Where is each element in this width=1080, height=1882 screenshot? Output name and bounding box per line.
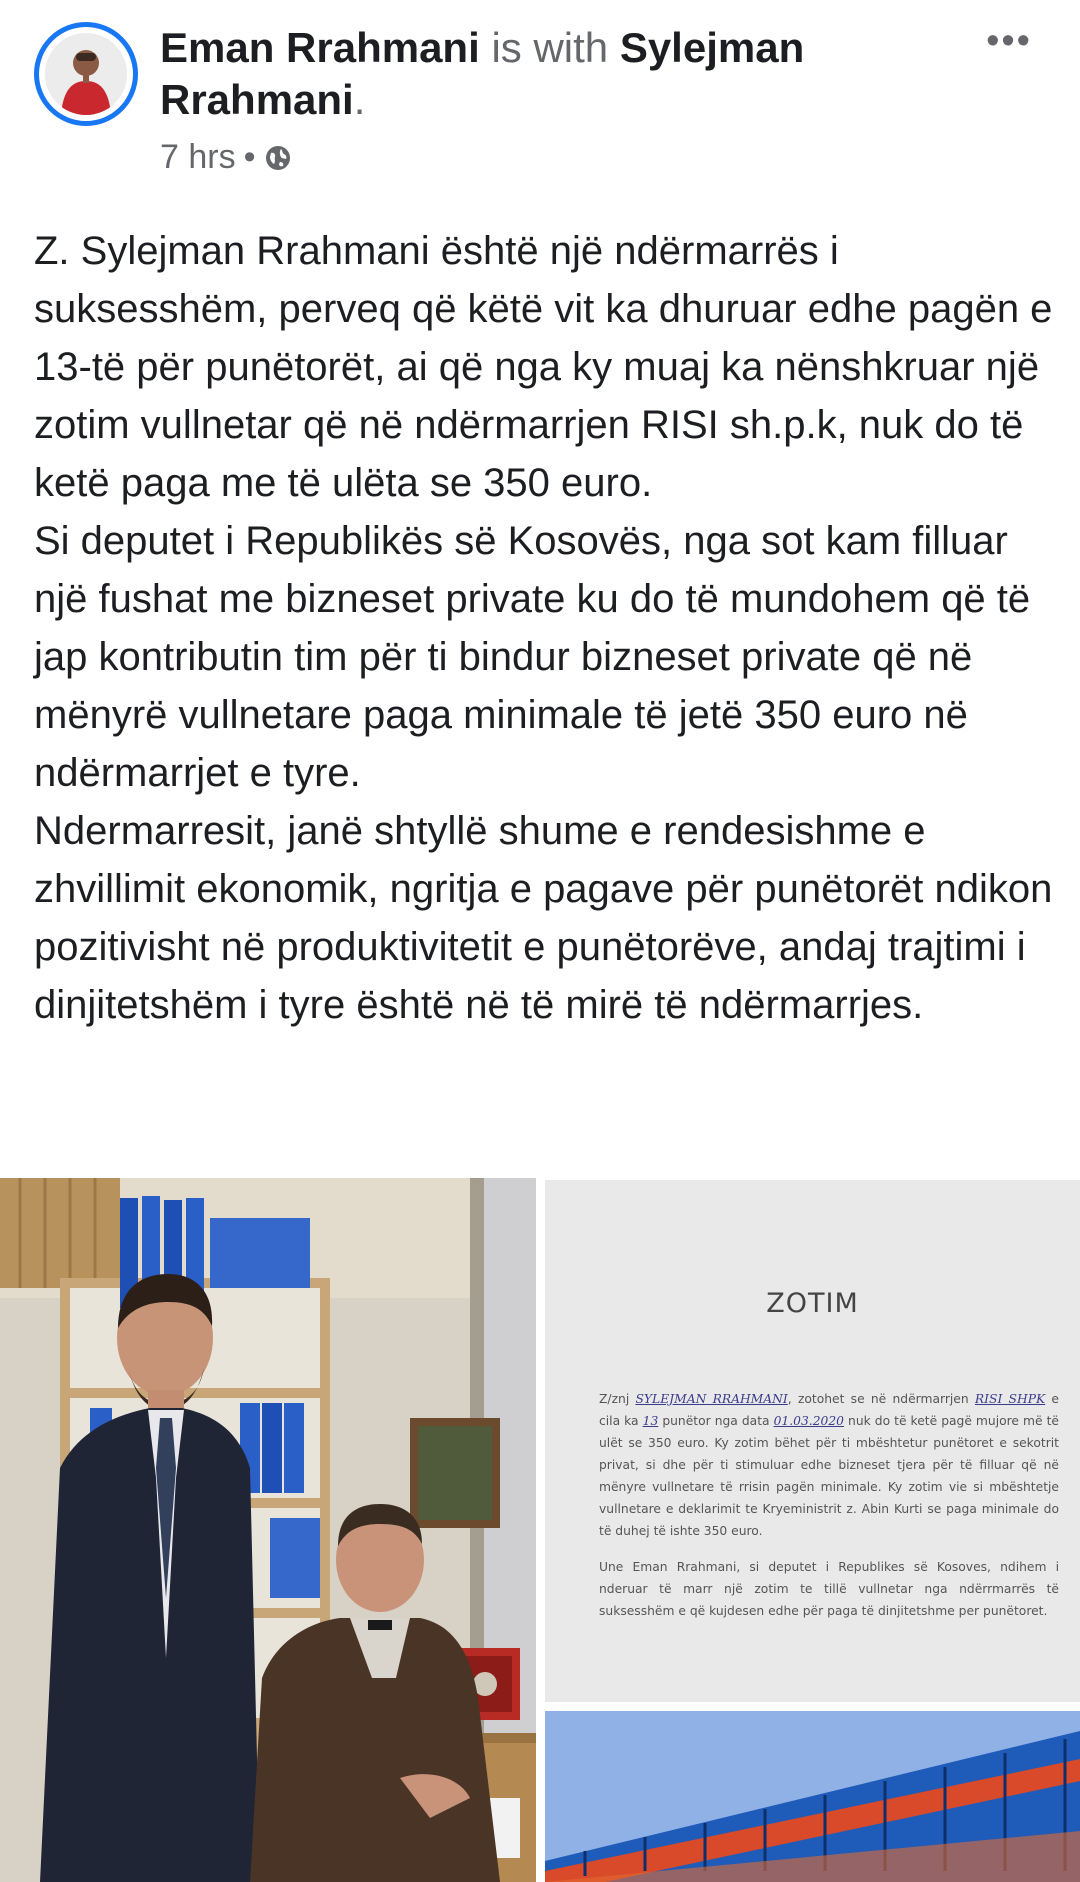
more-options-icon[interactable]: ••• [986,20,1032,62]
pledge-document [545,1180,1080,1702]
doc-handwritten-count: 13 [642,1414,659,1428]
post-time[interactable]: 7 hrs [160,138,236,176]
post-paragraph-1: Z. Sylejman Rrahmani është një ndërmarrës i suksesshëm, perveq që këtë vit ka dhuruar edhe pagën e 13-të për punëtorët, ai që nga ky muaj ka nënshkruar një zotim vullnetar që në ndërmarrjen RISI sh.p.k, nuk do të ketë paga me të ulëta se 350 euro. [34,229,1053,505]
doc-line2-mid: e cila ka [599,1392,1059,1428]
photo-document[interactable] [545,1180,1080,1702]
doc-handwritten-date: 01.03.2020 [773,1414,845,1428]
post-header [0,0,1080,180]
doc-body-2: Une Eman Rrahmani, si deputet i Republikes së Kosoves, ndihem i nderuar të marr një zotim te tillë vullnetar nga ndërrmarrës të suksesshëm e që kujdesen edhe për paga të dinjitetshme per punëtoret. [599,1560,1059,1618]
avatar[interactable] [34,22,138,126]
doc-line1-prefix: Z/znj [599,1392,630,1406]
doc-body-1: nuk do të ketë pagë mujore më të ulët se 350 euro. Ky zotim bëhet për ti mbështetur punëtoret e sekotrit privat, si dhe për ti stimuluar edhe bizneset tjera për të filluar që në mënyre vullnetare të rrisin pagën minimale. Ky zotim vie si mbështetje vullnetare e deklarimit te Kryeministrit z. Abin Kurti se paga minimale do të duhej të ishte 350 euro. [599,1414,1059,1538]
photo-office[interactable] [0,1178,536,1882]
meta-separator: • [243,138,256,176]
globe-icon[interactable] [264,144,292,172]
with-text: is with [491,24,609,71]
doc-handwritten-company: RISI SHPK [974,1392,1046,1406]
document-body: Z/znj SYLEJMAN RRAHMANI, zotohet se në ndërmarrjen RISI SHPK e cila ka 13 punëtor nga data 01.03.2020 nuk do të ketë pagë mujore më të ulët se 350 euro. Ky zotim bëhet për ti mbështetur punëtoret e sekotrit privat, si dhe për ti stimuluar edhe bizneset tjera për të filluar që në mënyre vullnetare të rrisin pagën minimale. Ky zotim vie si mbështetje vullnetare e deklarimit te Kryeministrit z. Abin Kurti se paga minimale do të duhej të ishte 350 euro. Une Eman Rrahmani, si deputet i Republikes së Kosoves, ndihem i nderuar të marr një zotim te tillë vullnetar nga ndërrmarrës të suksesshëm e që kujdesen edhe për paga të dinjitetshme per punëtoret. [599,1388,1059,1636]
photo-building[interactable] [545,1711,1080,1882]
author-line [160,22,960,126]
doc-line2-suffix: punëtor nga data [662,1414,770,1428]
tagged-name[interactable]: Sylejman Rrahmani [160,24,805,123]
post-paragraph-2: Si deputet i Republikës së Kosovës, nga sot kam filluar një fushat me bizneset private ku do të mundohem që të jap kontributin tim për ti bindur bizneset private që në mënyrë vullnetare paga minimale të jetë 350 euro në ndërmarrjet e tyre. [34,519,1031,795]
doc-line1-suffix: zotohet se në ndërmarrjen [797,1392,969,1406]
avatar-image [45,33,127,115]
document-title: ZOTIM [766,1288,859,1319]
period: . [353,76,366,123]
photo-grid [0,1178,1080,1882]
doc-handwritten-name: SYLEJMAN RRAHMANI [635,1392,788,1406]
author-name[interactable]: Eman Rrahmani [160,24,480,71]
post-paragraph-3: Ndermarresit, janë shtyllë shume e rendesishme e zhvillimit ekonomik, ngritja e pagave për punëtorët ndikon pozitivisht në produktivitetit e punëtorëve, andaj trajtimi i dinjitetshëm i tyre është në të mirë të ndërmarrjes. [34,809,1053,1027]
post-meta [160,138,292,177]
post-text [34,222,1064,1034]
